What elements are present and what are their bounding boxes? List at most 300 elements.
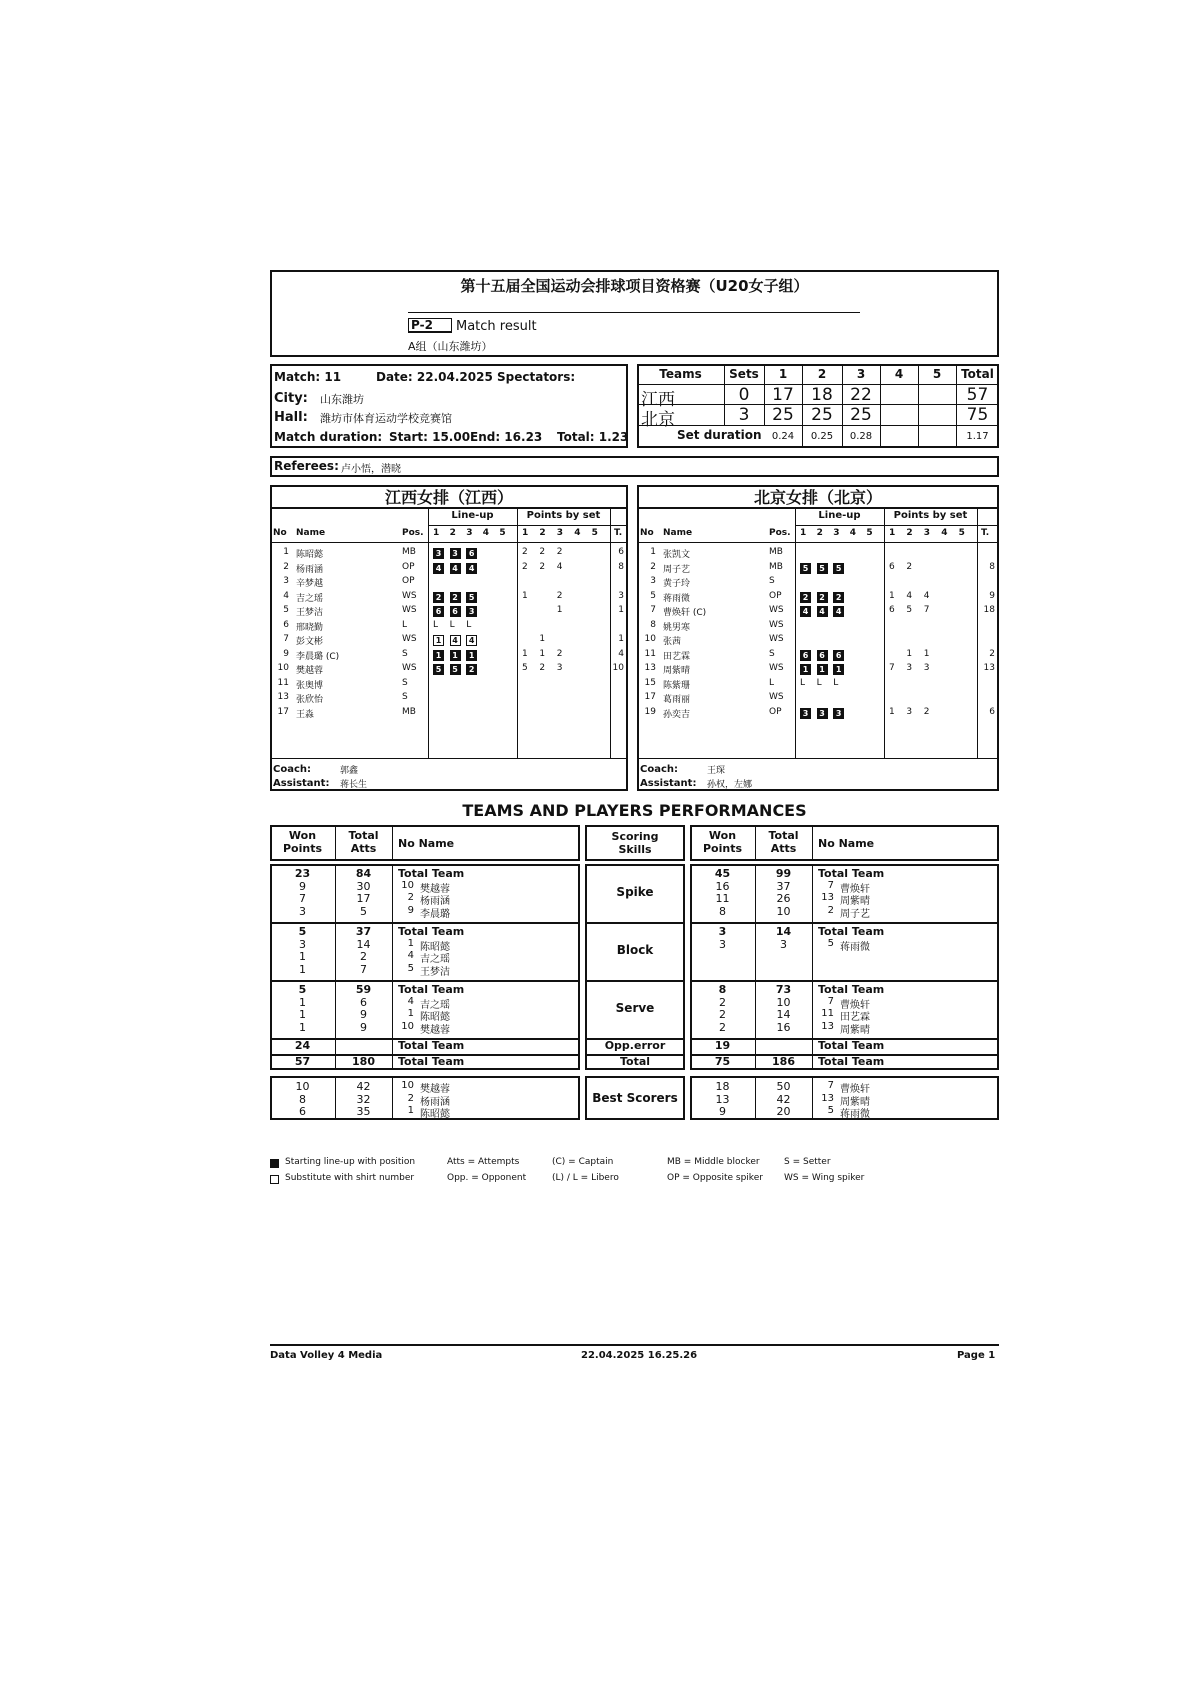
set-score: 25 bbox=[772, 405, 794, 425]
grid-vline bbox=[884, 507, 885, 758]
player-number: 5 bbox=[283, 605, 289, 615]
atts-value: 59 bbox=[355, 983, 372, 996]
starting-position-marker: 5 bbox=[800, 563, 811, 574]
player-name: 辛梦越 bbox=[296, 579, 324, 589]
set-points: 7 bbox=[923, 605, 930, 615]
perf-vline bbox=[392, 1076, 393, 1120]
starting-position-marker: 2 bbox=[800, 592, 811, 603]
won-value: 2 bbox=[719, 995, 726, 1009]
report-name: Match result bbox=[456, 319, 537, 334]
coach-name: 郭鑫 bbox=[340, 766, 359, 776]
starting-position-marker: 2 bbox=[433, 592, 444, 603]
player-position: L bbox=[402, 619, 408, 630]
substitute-marker: 1 bbox=[433, 635, 444, 646]
atts-value: 30 bbox=[356, 879, 371, 893]
player-name: 曹焕轩 bbox=[840, 1084, 870, 1095]
player-name: 陈紫珊 bbox=[663, 680, 691, 691]
player-number: 7 bbox=[827, 995, 834, 1007]
player-number: 3 bbox=[283, 576, 289, 586]
referees-label: Referees: bbox=[274, 459, 339, 473]
player-name: 黄子玲 bbox=[663, 579, 691, 589]
points-set-header: 3 bbox=[923, 528, 931, 538]
won-value: 6 bbox=[299, 1105, 306, 1118]
player-name: 樊越蓉 bbox=[420, 1084, 450, 1095]
grid-hline bbox=[637, 542, 999, 543]
footer-rule bbox=[270, 1344, 999, 1346]
atts-value: 2 bbox=[360, 950, 367, 963]
won-value: 8 bbox=[299, 1092, 306, 1106]
set-points: 1 bbox=[906, 648, 913, 659]
won-value: 11 bbox=[715, 892, 730, 905]
set-score: 3 bbox=[738, 405, 750, 425]
set-points: 7 bbox=[889, 663, 895, 673]
player-position: WS bbox=[402, 634, 417, 644]
player-total: 3 bbox=[618, 590, 624, 601]
player-number: 3 bbox=[650, 576, 656, 586]
set-points: 1 bbox=[889, 590, 895, 601]
assistant-name: 蒋长生 bbox=[340, 780, 368, 790]
name-header: No Name bbox=[818, 837, 875, 850]
player-name: 李晨璐 bbox=[420, 908, 450, 920]
total-team-label: Total Team bbox=[398, 867, 465, 880]
atts-value: 186 bbox=[772, 1055, 795, 1068]
atts-value: 99 bbox=[775, 867, 792, 880]
duration-label: Match duration: bbox=[274, 430, 383, 444]
starting-position-marker: 1 bbox=[433, 650, 444, 661]
city-value: 山东潍坊 bbox=[320, 393, 364, 406]
player-name: 张奥博 bbox=[296, 680, 324, 691]
set-points: 1 bbox=[923, 648, 930, 659]
assistant-label: Assistant: bbox=[640, 778, 697, 789]
player-number: 5 bbox=[650, 590, 656, 601]
pos-header: Pos. bbox=[402, 528, 424, 538]
player-total: 18 bbox=[983, 605, 995, 615]
atts-value: 73 bbox=[775, 983, 792, 996]
total-team-label: Total Team bbox=[398, 983, 465, 996]
scoreboard-vline bbox=[918, 425, 919, 448]
points-set-header: 2 bbox=[906, 528, 913, 538]
atts-header: Total bbox=[768, 829, 799, 842]
starting-position-marker: 3 bbox=[833, 708, 844, 719]
player-number: 2 bbox=[407, 892, 414, 903]
player-name: 杨雨涵 bbox=[420, 1096, 450, 1108]
scoreboard-header: Teams bbox=[659, 367, 702, 381]
legend-substitute: Substitute with shirt number bbox=[285, 1173, 415, 1183]
points-set-header: 4 bbox=[574, 528, 581, 538]
assistant-name: 孙权，左娜 bbox=[707, 780, 753, 790]
starting-position-marker: 6 bbox=[450, 606, 461, 617]
name-header: Name bbox=[296, 528, 326, 538]
set-points: 3 bbox=[923, 663, 930, 673]
won-header: Points bbox=[702, 842, 743, 855]
scoreboard-header: 1 bbox=[778, 367, 788, 381]
starting-position-marker: 5 bbox=[450, 664, 461, 675]
player-number: 19 bbox=[644, 706, 656, 717]
legend-libero: (L) / L = Libero bbox=[552, 1173, 619, 1183]
starting-position-marker: 1 bbox=[466, 650, 477, 661]
won-value: 8 bbox=[719, 904, 726, 918]
total-header: T. bbox=[614, 528, 623, 538]
set-duration: 0.24 bbox=[771, 431, 795, 442]
skill-label: Serve bbox=[615, 1001, 655, 1015]
set-points: 6 bbox=[889, 561, 895, 572]
atts-value: 42 bbox=[776, 1092, 791, 1106]
player-name: 樊越蓉 bbox=[420, 1024, 450, 1036]
player-position: WS bbox=[402, 663, 417, 673]
substitute-marker: 4 bbox=[450, 635, 461, 646]
starting-position-marker: 5 bbox=[433, 664, 444, 675]
set-score: 57 bbox=[966, 385, 989, 405]
total-header: T. bbox=[981, 528, 990, 538]
atts-value: 9 bbox=[360, 1008, 367, 1021]
lineup-set-header: 2 bbox=[816, 528, 823, 538]
set-points: 2 bbox=[906, 561, 913, 572]
set-points: 1 bbox=[522, 590, 528, 601]
player-name: 吉之瑶 bbox=[296, 593, 324, 604]
points-set-header: 4 bbox=[941, 528, 948, 538]
hall-value: 潍坊市体育运动学校竞赛馆 bbox=[320, 412, 452, 425]
set-points: 2 bbox=[539, 663, 546, 673]
atts-value: 37 bbox=[355, 925, 372, 938]
lineup-set-header: 1 bbox=[433, 528, 440, 538]
player-name: 孙奕吉 bbox=[663, 709, 691, 720]
player-position: MB bbox=[402, 706, 416, 717]
starting-position-marker: 4 bbox=[433, 563, 444, 574]
player-name: 周紫晴 bbox=[663, 666, 691, 676]
substitute-marker: 4 bbox=[466, 635, 477, 646]
assistant-label: Assistant: bbox=[273, 778, 330, 789]
won-value: 8 bbox=[718, 983, 727, 996]
player-number: 13 bbox=[821, 1092, 834, 1104]
set-points: 2 bbox=[556, 590, 563, 601]
player-total: 1 bbox=[618, 605, 624, 615]
set-score: 18 bbox=[811, 385, 833, 405]
won-value: 7 bbox=[299, 892, 306, 905]
grid-hline bbox=[795, 525, 999, 526]
grid-hline bbox=[428, 525, 628, 526]
starting-position-marker: 3 bbox=[433, 548, 444, 559]
atts-value: 37 bbox=[776, 879, 791, 893]
player-number: 10 bbox=[401, 1080, 414, 1091]
total-team-label: Total Team bbox=[818, 867, 885, 880]
player-name: 张茜 bbox=[663, 637, 682, 647]
atts-value: 16 bbox=[776, 1020, 791, 1034]
player-position: MB bbox=[769, 561, 783, 572]
libero-mark: L bbox=[833, 677, 839, 688]
player-position: OP bbox=[769, 706, 782, 717]
city-label: City: bbox=[274, 391, 308, 406]
set-points: 5 bbox=[522, 663, 528, 673]
atts-header: Atts bbox=[770, 842, 797, 855]
player-number: 2 bbox=[283, 561, 289, 572]
scoreboard-header: Sets bbox=[729, 367, 759, 381]
lineup-set-header: 1 bbox=[800, 528, 807, 538]
set-points: 2 bbox=[923, 706, 930, 717]
won-value: 16 bbox=[715, 879, 730, 893]
pos-header: Pos. bbox=[769, 528, 791, 538]
player-number: 13 bbox=[644, 663, 656, 673]
total-label: Total bbox=[619, 1055, 651, 1068]
player-number: 7 bbox=[650, 605, 656, 615]
atts-value: 7 bbox=[360, 962, 367, 976]
won-value: 19 bbox=[714, 1039, 731, 1052]
won-value: 1 bbox=[299, 962, 306, 976]
perf-vline bbox=[812, 1076, 813, 1120]
set-points: 2 bbox=[522, 561, 528, 572]
best-scorers-label: Best Scorers bbox=[592, 1091, 678, 1105]
points-header: Points by set bbox=[526, 510, 601, 521]
atts-value: 20 bbox=[776, 1105, 791, 1118]
player-number: 17 bbox=[644, 692, 656, 702]
won-value: 5 bbox=[298, 925, 307, 938]
atts-value: 32 bbox=[356, 1092, 371, 1106]
player-name: 周紫晴 bbox=[840, 1096, 870, 1108]
duration-start: Start: 15.00 bbox=[389, 430, 471, 444]
team-a-title: 江西女排（江西） bbox=[384, 488, 513, 507]
player-position: S bbox=[402, 648, 408, 659]
scoreboard-header: 5 bbox=[932, 367, 942, 381]
starting-position-marker: 3 bbox=[450, 548, 461, 559]
skill-header: Scoring bbox=[611, 830, 659, 843]
player-number: 9 bbox=[283, 648, 289, 659]
name-header: No Name bbox=[398, 837, 455, 850]
total-team-label: Total Team bbox=[818, 1055, 885, 1068]
player-position: S bbox=[769, 648, 775, 659]
scoreboard-header: 2 bbox=[817, 367, 827, 381]
won-value: 3 bbox=[299, 904, 306, 918]
coach-label: Coach: bbox=[640, 764, 679, 775]
scoreboard-hline bbox=[637, 425, 999, 426]
legend-starting: Starting line-up with position bbox=[285, 1157, 416, 1167]
points-set-header: 1 bbox=[889, 528, 896, 538]
player-position: S bbox=[402, 692, 408, 702]
player-total: 8 bbox=[618, 561, 624, 572]
player-position: L bbox=[769, 677, 775, 688]
atts-value: 14 bbox=[775, 925, 792, 938]
match-number: Match: 11 bbox=[274, 370, 342, 384]
player-total: 1 bbox=[618, 634, 624, 644]
won-value: 1 bbox=[299, 1020, 306, 1034]
perf-vline bbox=[392, 825, 393, 861]
set-points: 3 bbox=[556, 663, 563, 673]
legend-atts: Atts = Attempts bbox=[447, 1157, 520, 1167]
player-number: 11 bbox=[277, 677, 289, 688]
player-number: 6 bbox=[283, 619, 289, 630]
starting-position-marker: 4 bbox=[800, 606, 811, 617]
starting-position-marker: 1 bbox=[450, 650, 461, 661]
player-number: 13 bbox=[277, 692, 289, 702]
total-team-label: Total Team bbox=[398, 925, 465, 938]
player-name: 彭文彬 bbox=[296, 637, 324, 647]
starting-position-marker: 5 bbox=[817, 563, 828, 574]
scoreboard-header: Total bbox=[961, 367, 994, 381]
legend bbox=[270, 1157, 999, 1191]
won-value: 3 bbox=[719, 937, 726, 951]
perf-section-rule bbox=[585, 980, 685, 982]
starting-position-marker: 3 bbox=[466, 606, 477, 617]
won-value: 45 bbox=[714, 867, 731, 880]
points-set-header: 5 bbox=[958, 528, 965, 538]
starting-position-marker: 4 bbox=[450, 563, 461, 574]
set-points: 2 bbox=[556, 648, 563, 659]
group-label: A组（山东潍坊） bbox=[408, 340, 493, 353]
starting-position-marker: 6 bbox=[817, 650, 828, 661]
set-score: 22 bbox=[850, 385, 872, 405]
atts-value: 180 bbox=[352, 1055, 375, 1068]
lineup-set-header: 2 bbox=[449, 528, 456, 538]
points-header: Points by set bbox=[893, 510, 968, 521]
spectators-label: Spectators: bbox=[497, 370, 576, 384]
player-total: 9 bbox=[989, 590, 995, 601]
player-name: 周紫晴 bbox=[840, 1024, 870, 1036]
player-position: OP bbox=[402, 576, 415, 586]
libero-mark: L bbox=[433, 619, 439, 630]
set-duration: 0.28 bbox=[849, 431, 873, 442]
lineup-set-header: 3 bbox=[833, 528, 840, 538]
header-rule bbox=[408, 312, 860, 313]
atts-value: 14 bbox=[776, 1008, 791, 1021]
player-number: 4 bbox=[407, 950, 414, 961]
player-number: 7 bbox=[827, 879, 834, 891]
won-value: 13 bbox=[715, 1092, 730, 1106]
won-value: 1 bbox=[299, 1008, 306, 1021]
set-points: 1 bbox=[539, 634, 546, 644]
won-value: 5 bbox=[298, 983, 307, 996]
atts-value: 10 bbox=[776, 995, 791, 1009]
starting-position-marker: 4 bbox=[833, 606, 844, 617]
atts-value: 42 bbox=[356, 1080, 371, 1093]
grid-hline bbox=[270, 542, 628, 543]
won-header: Won bbox=[288, 829, 317, 842]
player-number: 10 bbox=[401, 1020, 414, 1032]
perf-vline bbox=[812, 825, 813, 861]
set-points: 1 bbox=[556, 605, 563, 615]
player-name: 王梦洁 bbox=[296, 608, 324, 618]
set-points: 4 bbox=[556, 561, 563, 572]
set-points: 3 bbox=[906, 663, 913, 673]
set-points: 2 bbox=[522, 547, 528, 557]
scoreboard-header: 4 bbox=[894, 367, 904, 381]
scoreboard-vline bbox=[880, 425, 881, 448]
player-number: 1 bbox=[407, 1008, 414, 1019]
player-number: 10 bbox=[401, 879, 414, 891]
player-number: 10 bbox=[644, 634, 656, 644]
libero-mark: L bbox=[816, 677, 822, 688]
player-name: 张凯文 bbox=[663, 550, 691, 560]
grid-hline bbox=[637, 758, 999, 759]
report-code: P-2 bbox=[411, 318, 433, 332]
player-name: 陈昭懿 bbox=[296, 550, 324, 560]
won-value: 2 bbox=[719, 1020, 726, 1034]
player-name: 周子艺 bbox=[840, 908, 870, 920]
atts-value: 6 bbox=[360, 995, 367, 1009]
set-points: 4 bbox=[923, 590, 930, 601]
starting-position-marker: 1 bbox=[817, 664, 828, 675]
coach-name: 王琛 bbox=[707, 766, 726, 776]
won-value: 10 bbox=[295, 1080, 310, 1093]
atts-value: 5 bbox=[360, 904, 367, 918]
footer-left: Data Volley 4 Media bbox=[270, 1350, 383, 1361]
player-number: 7 bbox=[827, 1080, 834, 1091]
total-team-label: Total Team bbox=[818, 983, 885, 996]
won-value: 57 bbox=[294, 1055, 311, 1068]
player-position: S bbox=[402, 677, 408, 688]
player-position: MB bbox=[769, 547, 783, 557]
starting-position-marker: 6 bbox=[433, 606, 444, 617]
player-number: 4 bbox=[283, 590, 289, 601]
player-number: 13 bbox=[821, 1020, 834, 1032]
starting-position-marker: 2 bbox=[466, 664, 477, 675]
won-header: Won bbox=[708, 829, 737, 842]
team-title-rule bbox=[637, 507, 999, 509]
name-header: Name bbox=[663, 528, 693, 538]
player-number: 17 bbox=[277, 706, 289, 717]
player-name: 杨雨涵 bbox=[296, 564, 324, 575]
grid-vline bbox=[517, 507, 518, 758]
coach-label: Coach: bbox=[273, 764, 312, 775]
perf-section-rule bbox=[585, 922, 685, 924]
legend-ws: WS = Wing spiker bbox=[784, 1173, 865, 1183]
player-position: WS bbox=[769, 634, 784, 644]
player-name: 葛雨丽 bbox=[663, 695, 691, 705]
grid-vline bbox=[977, 507, 978, 758]
player-total: 8 bbox=[989, 561, 995, 572]
player-number: 8 bbox=[650, 619, 656, 630]
set-points: 1 bbox=[889, 706, 895, 717]
player-name: 曹焕轩 bbox=[840, 883, 870, 895]
grid-vline bbox=[428, 507, 429, 758]
perf-section-rule bbox=[690, 922, 999, 924]
set-points: 1 bbox=[539, 648, 546, 659]
lineup-set-header: 4 bbox=[849, 528, 857, 538]
hall-label: Hall: bbox=[274, 410, 308, 425]
player-name: 邢晓勤 bbox=[296, 622, 324, 633]
scoreboard-header: 3 bbox=[856, 367, 866, 381]
set-score: 75 bbox=[966, 405, 989, 425]
player-number: 1 bbox=[407, 1105, 414, 1116]
player-total: 13 bbox=[983, 663, 995, 673]
won-value: 1 bbox=[299, 995, 306, 1009]
team-b-title: 北京女排（北京） bbox=[753, 488, 882, 507]
grid-vline bbox=[610, 507, 611, 758]
team-name: 北京 bbox=[641, 410, 675, 430]
event-title: 第十五届全国运动会排球项目资格赛（U20女子组） bbox=[460, 277, 809, 295]
set-duration: 0.25 bbox=[810, 431, 834, 442]
lineup-set-header: 3 bbox=[466, 528, 473, 538]
player-name: 樊越蓉 bbox=[296, 666, 324, 676]
set-points: 6 bbox=[889, 605, 895, 615]
player-name: 曹焕轩 bbox=[840, 999, 870, 1011]
perf-section-rule bbox=[270, 922, 580, 924]
points-set-header: 1 bbox=[522, 528, 529, 538]
player-number: 5 bbox=[827, 1105, 834, 1116]
won-value: 18 bbox=[715, 1080, 730, 1093]
perf-section-rule bbox=[690, 980, 999, 982]
starting-position-marker: 6 bbox=[800, 650, 811, 661]
player-number: 2 bbox=[650, 561, 656, 572]
player-name: 田艺霖 bbox=[840, 1012, 870, 1023]
atts-value: 14 bbox=[356, 937, 371, 951]
lineup-set-header: 4 bbox=[482, 528, 490, 538]
player-position: WS bbox=[769, 692, 784, 702]
team-name: 江西 bbox=[641, 390, 675, 410]
footer-right: Page 1 bbox=[957, 1350, 996, 1361]
player-number: 5 bbox=[407, 962, 414, 974]
set-points: 4 bbox=[906, 590, 913, 601]
legend-s: S = Setter bbox=[784, 1157, 831, 1167]
player-number: 4 bbox=[407, 995, 414, 1007]
substitute-swatch-icon bbox=[270, 1175, 279, 1184]
